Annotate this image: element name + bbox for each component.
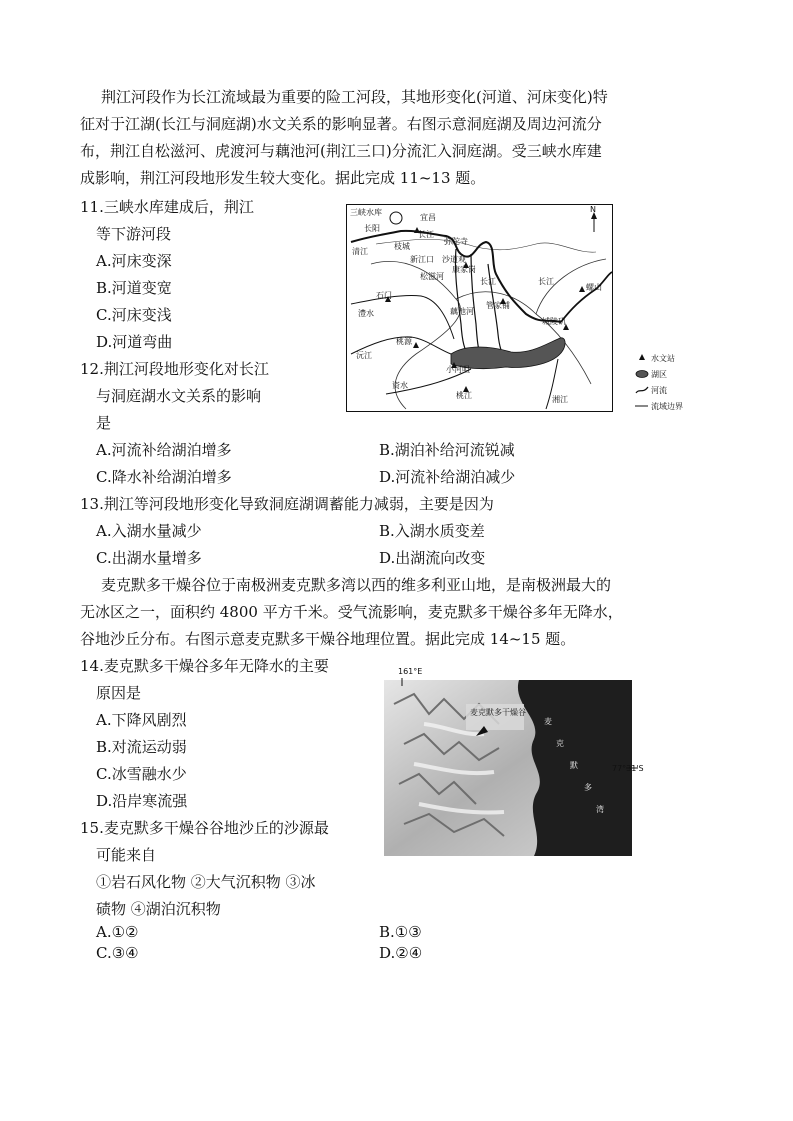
label-zhicheng: 枝城 xyxy=(394,242,410,251)
q12-option-c[interactable]: C.降水补给湖泊增多 xyxy=(96,468,232,486)
label-kangjiagang: 康家岗 xyxy=(452,265,476,274)
label-shimen: 石门 xyxy=(376,291,392,300)
legend-lake-icon xyxy=(636,371,648,378)
label-guanjiapu: 管家铺 xyxy=(486,301,510,310)
dongting-lake-map xyxy=(346,204,696,412)
label-changjiang-right: 长江 xyxy=(538,277,554,286)
q13-option-d[interactable]: D.出湖流向改变 xyxy=(379,549,486,567)
legend-river: 河流 xyxy=(651,386,667,395)
legend-station-icon xyxy=(639,354,645,360)
legend-boundary: 流域边界 xyxy=(651,402,683,411)
q15-statements-line2: 碛物 ④湖泊沉积物 xyxy=(96,900,221,918)
passage2-line1: 麦克默多干燥谷位于南极洲麦克默多湾以西的维多利亚山地，是南极洲最大的 xyxy=(101,576,612,594)
passage1-line3: 布，荆江自松滋河、虎渡河与藕池河(荆江三口)分流汇入洞庭湖。受三峡水库建 xyxy=(80,142,602,160)
bay-label-char: 多 xyxy=(584,783,592,792)
q14-option-d[interactable]: D.沿岸寒流强 xyxy=(96,792,188,810)
q12-stem-cont2: 是 xyxy=(96,414,112,432)
bay-label-char: 默 xyxy=(570,761,578,770)
label-yuanjiang: 沅江 xyxy=(356,351,372,360)
label-chenglingji: 城陵矶 xyxy=(542,317,566,326)
label-lishui: 澧水 xyxy=(358,309,374,318)
q11-stem: 11.三峡水库建成后，荆江 xyxy=(80,198,254,216)
q12-option-a[interactable]: A.河流补给湖泊增多 xyxy=(96,441,232,459)
label-taojiang: 桃江 xyxy=(456,391,472,400)
q13-option-b[interactable]: B.入湖水质变差 xyxy=(379,522,485,540)
label-shadaoguan: 沙道观 xyxy=(442,255,466,264)
label-zishui: 资水 xyxy=(392,381,408,390)
legend-lake: 湖区 xyxy=(651,370,667,379)
q13-option-c[interactable]: C.出湖水量增多 xyxy=(96,549,202,567)
q12-stem: 12.荆江河段地形变化对长江 xyxy=(80,360,269,378)
label-ouchihe: 藕池河 xyxy=(450,307,474,316)
q15-option-b[interactable]: B.①③ xyxy=(379,923,422,941)
legend-river-icon xyxy=(636,387,648,393)
label-xiangjiang: 湘江 xyxy=(552,395,568,404)
label-yichang: 宜昌 xyxy=(420,213,436,222)
q15-stem: 15.麦克默多干燥谷谷地沙丘的沙源最 xyxy=(80,819,329,837)
q13-option-a[interactable]: A.入湖水量减少 xyxy=(96,522,202,540)
q11-option-b[interactable]: B.河道变宽 xyxy=(96,279,172,297)
passage1-line2: 征对于江湖(长江与洞庭湖)水文关系的影响显著。右图示意洞庭湖及周边河流分 xyxy=(80,115,602,133)
mcmurdo-map-svg xyxy=(384,664,654,858)
q14-option-c[interactable]: C.冰雪融水少 xyxy=(96,765,187,783)
label-songzihe: 松滋河 xyxy=(420,272,444,281)
q11-option-d[interactable]: D.河道弯曲 xyxy=(96,333,173,351)
q11-stem-cont: 等下游河段 xyxy=(96,225,172,243)
q14-option-a[interactable]: A.下降风剧烈 xyxy=(96,711,187,729)
q12-option-b[interactable]: B.湖泊补给河流锐减 xyxy=(379,441,515,459)
q15-statements-line1: ①岩石风化物 ②大气沉积物 ③冰 xyxy=(96,873,316,891)
passage2-line2: 无冰区之一，面积约 4800 平方千米。受气流影响，麦克默多干燥谷多年无降水， xyxy=(80,603,623,621)
label-mituosi: 弥陀寺 xyxy=(444,237,468,246)
q12-option-d[interactable]: D.河流补给湖泊减少 xyxy=(379,468,516,486)
q15-stem-cont: 可能来自 xyxy=(96,846,157,864)
q14-stem-cont: 原因是 xyxy=(96,684,142,702)
passage1-line1: 荆江河段作为长江流域最为重要的险工河段，其地形变化(河道、河床变化)特 xyxy=(101,88,608,106)
passage2-line3: 谷地沙丘分布。右图示意麦克默多干燥谷地理位置。据此完成 14~15 题。 xyxy=(80,630,576,648)
label-qingjiang: 清江 xyxy=(352,247,368,256)
longitude-label: 161°E xyxy=(398,667,423,676)
q11-option-c[interactable]: C.河床变浅 xyxy=(96,306,172,324)
label-xiaohezui: 小河咀 xyxy=(446,365,470,374)
q12-stem-cont: 与洞庭湖水文关系的影响 xyxy=(96,387,262,405)
label-xinjiangkou: 新江口 xyxy=(410,255,434,264)
bay-label-char: 麦 xyxy=(544,717,552,726)
mcmurdo-satellite-map xyxy=(384,664,654,858)
bay-label-char: 湾 xyxy=(596,805,604,814)
three-gorges-reservoir-marker xyxy=(390,212,402,224)
q15-option-d[interactable]: D.②④ xyxy=(379,944,423,962)
label-taoyuan: 桃源 xyxy=(396,337,412,346)
dongting-map-svg xyxy=(346,204,696,412)
latitude-label: 77°31'S xyxy=(612,764,644,773)
label-changyang: 长阳 xyxy=(364,224,380,233)
q14-stem: 14.麦克默多干燥谷多年无降水的主要 xyxy=(80,657,329,675)
label-changjiang-mid: 长江 xyxy=(480,277,496,286)
label-sanxia: 三峡水库 xyxy=(350,208,382,217)
legend-station: 水文站 xyxy=(651,354,675,363)
north-label: N xyxy=(590,205,596,214)
label-luoshan: 螺山 xyxy=(586,283,602,292)
q13-stem: 13.荆江等河段地形变化导致洞庭湖调蓄能力减弱，主要是因为 xyxy=(80,495,494,513)
bay-label-char: 克 xyxy=(556,739,564,748)
valley-label: 麦克默多干燥谷 xyxy=(470,708,526,717)
passage1-line4: 成影响，荆江河段地形发生较大变化。据此完成 11~13 题。 xyxy=(80,169,486,187)
q15-option-a[interactable]: A.①② xyxy=(96,923,139,941)
q15-option-c[interactable]: C.③④ xyxy=(96,944,139,962)
q14-option-b[interactable]: B.对流运动弱 xyxy=(96,738,187,756)
q11-option-a[interactable]: A.河床变深 xyxy=(96,252,172,270)
label-changjiang-top: 长江 xyxy=(418,230,434,239)
